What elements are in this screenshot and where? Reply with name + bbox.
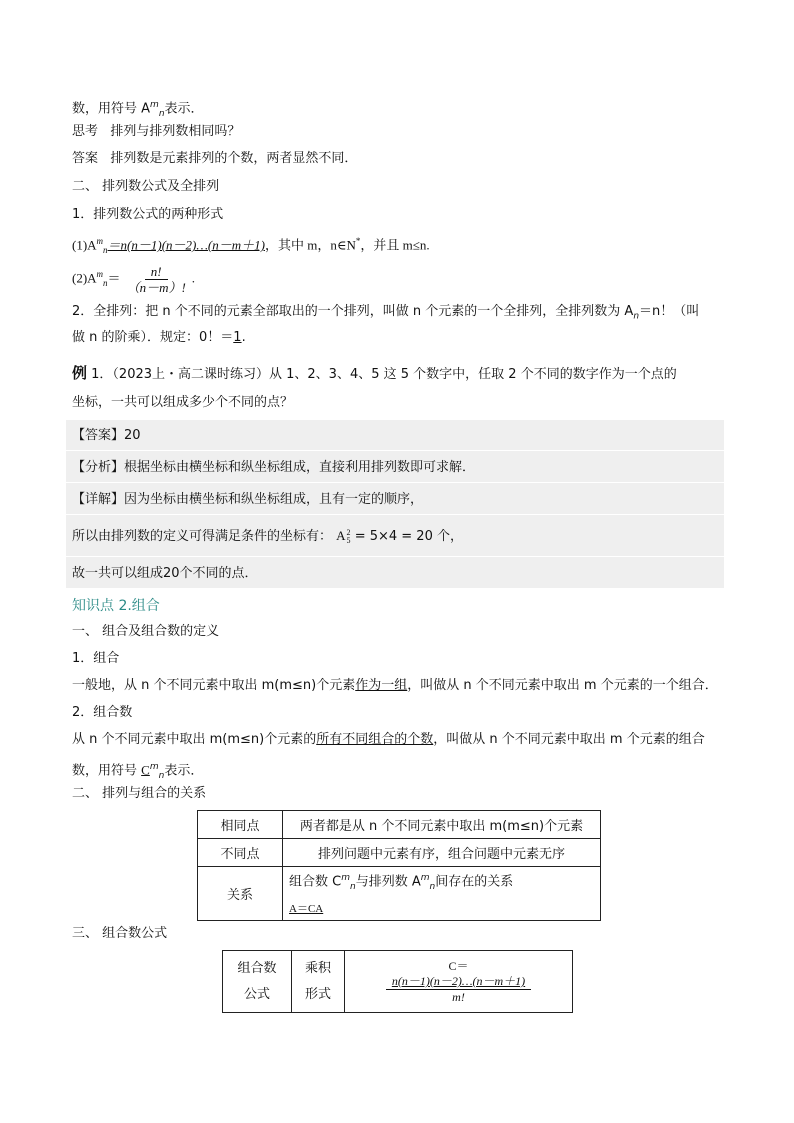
line-text: 做 n 的阶乘）．规定：0！＝ <box>72 330 234 345</box>
divider <box>66 482 724 483</box>
line-text: = 5×4 = 20 个， <box>354 529 463 544</box>
table-row <box>198 811 601 839</box>
table-row <box>198 839 601 867</box>
text-line <box>72 97 204 122</box>
example-text: 1．（2023上・高二课时练习）从 1、2、3、4、5 这 5 个数字中，任取 2 个不同的数字作为一个点的 <box>91 367 677 382</box>
formula-prefix: (2)A <box>72 270 97 286</box>
formula-line-2: $(2)A^m_n=$ $\frac{n!}{(n-m)!}$ . <box>72 263 196 295</box>
cell-text: 形式 <box>304 986 331 1002</box>
table-cell: 关系 <box>198 867 283 921</box>
relation-cell <box>283 867 601 921</box>
superscript: m <box>150 100 159 110</box>
example-label: 例 <box>72 364 88 382</box>
table-row <box>223 951 573 1013</box>
subscript: n <box>103 277 108 288</box>
formula-underlined: ＝n(n－1)(n－2)…(n－m＋1) <box>107 237 265 253</box>
line-text: 2．全排列：把 n 个不同的元素全部取出的一个排列，叫做 n 个元素的一个全排列，全排列数为 A <box>72 304 634 319</box>
cell-text: 公式 <box>243 986 270 1002</box>
subheading: 2．组合数 <box>72 705 133 720</box>
subscript: n <box>158 770 165 781</box>
fraction <box>123 264 190 295</box>
answer-text: 排列数是元素排列的个数，两者显然不同． <box>110 151 358 166</box>
fraction-numerator: n(n－1)(n－2)…(n－m＋1) <box>386 974 531 990</box>
combination-definition <box>72 678 718 694</box>
table-row <box>198 867 601 921</box>
formula-top <box>345 958 572 974</box>
fraction-numerator: n! <box>145 264 168 280</box>
cell-text: 与排列数 A <box>355 874 421 890</box>
factorial-line <box>72 330 246 346</box>
subscript: n <box>158 108 165 119</box>
formula-tail: ，并且 m≤n. <box>360 237 430 253</box>
underlined-value: 1 <box>233 330 242 345</box>
cell-text: 乘积 <box>304 960 331 976</box>
table-cell: 两者都是从 n 个不同元素中取出 m(m≤n)个元素 <box>283 811 601 839</box>
full-permutation-line <box>72 304 699 325</box>
answer-label: 答案 <box>72 151 99 166</box>
formula-prefix: (1)A <box>72 237 97 253</box>
section-heading: 二、 排列与组合的关系 <box>72 786 207 801</box>
divider <box>66 556 724 557</box>
answer-line <box>72 151 357 167</box>
combination-number-definition <box>72 732 705 748</box>
solution-analysis: 【分析】根据坐标由横坐标和纵坐标组成，直接利用排列数即可求解． <box>72 460 476 475</box>
solution-detail: 【详解】因为坐标由横坐标和纵坐标组成，且有一定的顺序， <box>72 492 424 507</box>
cell-text: C＝ <box>448 959 469 973</box>
table-cell: 排列问题中元素有序，组合问题中元素无序 <box>283 839 601 867</box>
fraction <box>386 974 531 1005</box>
solution-detail-2 <box>72 528 463 545</box>
formula-post: ，其中 m，n∈N <box>264 237 356 253</box>
superscript: m <box>96 269 104 279</box>
superscript: m <box>341 873 350 884</box>
section-heading: 三、 组合数公式 <box>72 926 168 941</box>
table-cell <box>223 951 292 1013</box>
relation-text <box>289 867 600 898</box>
table-cell <box>292 951 345 1013</box>
subscript: n <box>633 311 640 322</box>
subheading: 1．排列数公式的两种形式 <box>72 207 224 222</box>
line-text: 从 n 个不同元素中取出 m(m≤n)个元素的 <box>72 732 317 747</box>
subscript: n <box>350 881 356 892</box>
fraction-denominator: （n－m）! <box>126 279 186 295</box>
divider <box>66 450 724 451</box>
line-text: ，叫做从 n 个不同元素中取出 m 个元素的组合 <box>433 732 705 747</box>
permutation-symbol: A 2 5 <box>336 528 351 546</box>
knowledge-point-heading: 知识点 2.组合 <box>72 598 160 614</box>
formula-line-1 <box>72 233 430 258</box>
relation-formula: A＝CA <box>289 902 324 915</box>
table-cell: 不同点 <box>198 839 283 867</box>
underlined-symbol: C <box>141 762 150 778</box>
line-text: . <box>241 330 246 345</box>
line-text: 所以由排列数的定义可得满足条件的坐标有： <box>72 529 333 544</box>
combination-symbol-line <box>72 759 203 784</box>
cell-text: 间存在的关系 <box>435 874 514 890</box>
line-text: 数，用符号 <box>72 763 142 779</box>
line-text: 表示． <box>164 763 204 779</box>
solution-conclusion: 故一共可以组成20个不同的点． <box>72 566 258 581</box>
line-text: 一般地，从 n 个不同元素中取出 m(m≤n)个元素 <box>72 678 356 693</box>
cell-text: 组合数 C <box>289 874 342 890</box>
subscript: n <box>103 244 108 255</box>
subscript: n <box>429 881 436 892</box>
relation-table <box>197 810 601 921</box>
superscript: m <box>96 236 104 246</box>
table-cell: 相同点 <box>198 811 283 839</box>
section-heading: 一、 组合及组合数的定义 <box>72 624 220 639</box>
section-heading: 二、 排列数公式及全排列 <box>72 179 220 194</box>
think-text: 排列与排列数相同吗？ <box>110 124 241 139</box>
fraction-denominator: m! <box>452 990 465 1004</box>
line-text: 数，用符号 A <box>72 101 151 117</box>
solution-answer: 【答案】20 <box>72 428 141 443</box>
cell-text: 组合数 <box>237 960 277 976</box>
superscript: m <box>420 873 430 884</box>
superscript: * <box>355 236 361 246</box>
line-text: ＝n！（叫 <box>639 304 700 319</box>
divider <box>66 514 724 515</box>
formula-table <box>222 950 573 1013</box>
example-line <box>72 365 677 383</box>
formula-cell <box>345 951 573 1013</box>
superscript: m <box>149 762 159 772</box>
underlined-phrase: 所有不同组合的个数 <box>316 732 434 747</box>
subheading: 1．组合 <box>72 651 120 666</box>
think-line <box>72 124 240 140</box>
line-text: 表示． <box>164 101 204 117</box>
think-label: 思考 <box>72 124 99 139</box>
example-line-2: 坐标，一共可以组成多少个不同的点？ <box>72 395 294 410</box>
line-text: ，叫做从 n 个不同元素中取出 m 个元素的一个组合． <box>407 678 718 693</box>
underlined-phrase: 作为一组 <box>355 678 408 693</box>
